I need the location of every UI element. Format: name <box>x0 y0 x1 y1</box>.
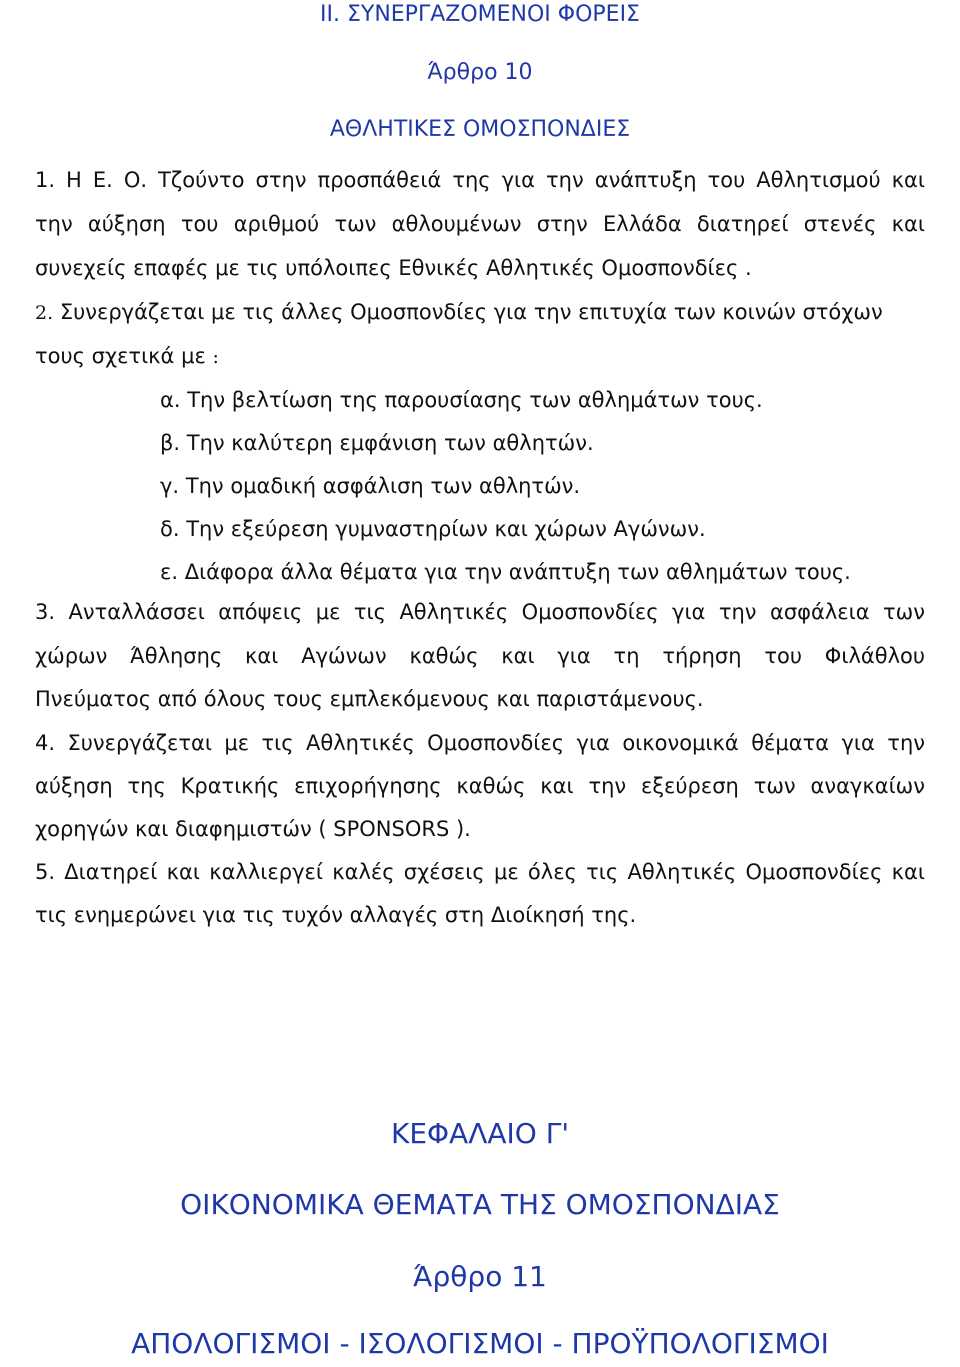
paragraph-3-line-1: 3. Ανταλλάσσει απόψεις με τις Αθλητικές Ομοσπονδίες για την ασφάλεια των <box>35 600 925 624</box>
article-10-title: Άρθρο 10 <box>427 60 533 85</box>
paragraph-2-colon: : <box>212 346 219 368</box>
paragraph-4-line-3: χορηγών και διαφημιστών ( SPONSORS ). <box>35 817 471 841</box>
paragraph-1-line-2: την αύξηση του αριθμού των αθλουμένων στην Ελλάδα διατηρεί στενές και <box>35 212 925 236</box>
list-item-e: ε. Διάφορα άλλα θέματα για την ανάπτυξη των αθλημάτων τους. <box>160 560 851 584</box>
list-item-a: α. Την βελτίωση της παρουσίασης των αθλημάτων τους. <box>160 388 763 412</box>
article-11-subtitle: ΑΠΟΛΟΓΙΣΜΟΙ - ΙΣΟΛΟΓΙΣΜΟΙ - ΠΡΟΫΠΟΛΟΓΙΣΜΟΙ <box>131 1327 829 1360</box>
article-10-subtitle: ΑΘΛΗΤΙΚΕΣ ΟΜΟΣΠΟΝΔΙΕΣ <box>329 117 631 142</box>
paragraph-2-line-2 <box>35 342 219 371</box>
list-item-c: γ. Την ομαδική ασφάλιση των αθλητών. <box>160 474 581 498</box>
section-title: II. ΣΥΝΕΡΓΑΖΟΜΕΝΟΙ ΦΟΡΕΙΣ <box>320 2 640 27</box>
article-11-title: Άρθρο 11 <box>413 1260 547 1293</box>
paragraph-1-line-3: συνεχείς επαφές με τις υπόλοιπες Εθνικές Αθλητικές Ομοσπονδίες . <box>35 256 752 280</box>
chapter-subtitle: ΟΙΚΟΝΟΜΙΚΑ ΘΕΜΑΤΑ ΤΗΣ ΟΜΟΣΠΟΝΔΙΑΣ <box>180 1188 780 1221</box>
paragraph-5-line-2: τις ενημερώνει για τις τυχόν αλλαγές στη Διοίκησή της. <box>35 903 637 927</box>
chapter-title: ΚΕΦΑΛΑΙΟ Γ' <box>390 1117 570 1150</box>
paragraph-2-text: Συνεργάζεται με τις άλλες Ομοσπονδίες για την επιτυχία των κοινών στόχων <box>59 300 883 324</box>
paragraph-2-text-2: τους σχετικά με <box>35 344 206 368</box>
paragraph-2-line-1 <box>35 298 883 327</box>
paragraph-3-line-3: Πνεύματος από όλους τους εμπλεκόμενους και παριστάμενους. <box>35 687 704 711</box>
list-item-d: δ. Την εξεύρεση γυμναστηρίων και χώρων Αγώνων. <box>160 517 706 541</box>
paragraph-4-line-2: αύξηση της Κρατικής επιχορήγησης καθώς και την εξεύρεση των αναγκαίων <box>35 774 925 798</box>
paragraph-3-line-2: χώρων Άθλησης και Αγώνων καθώς και για τη τήρηση του Φιλάθλου <box>35 644 925 668</box>
paragraph-1-line-1: 1. Η Ε. Ο. Τζούντο στην προσπάθειά της για την ανάπτυξη του Αθλητισμού και <box>35 168 925 192</box>
list-item-b: β. Την καλύτερη εμφάνιση των αθλητών. <box>160 431 594 455</box>
paragraph-2-number: 2. <box>35 302 54 324</box>
paragraph-4-line-1: 4. Συνεργάζεται με τις Αθλητικές Ομοσπονδίες για οικονομικά θέματα για την <box>35 731 925 755</box>
paragraph-5-line-1: 5. Διατηρεί και καλλιεργεί καλές σχέσεις με όλες τις Αθλητικές Ομοσπονδίες και <box>35 860 925 884</box>
